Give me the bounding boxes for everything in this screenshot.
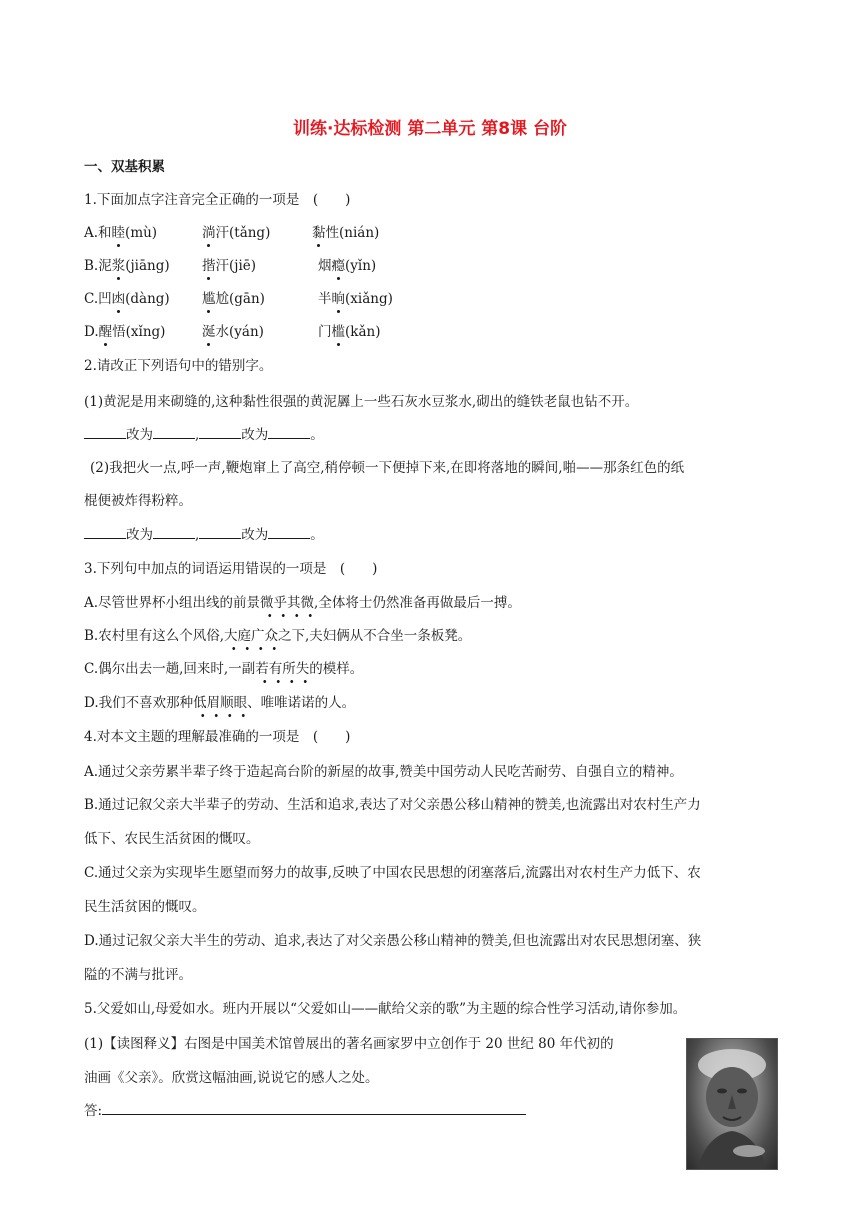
question-5-stem: 5.父爱如山,母爱如水。班内开展以“父爱如山——献给父亲的歌”为主题的综合性学习活动,请你参加。 xyxy=(84,1001,687,1017)
answer-blank[interactable] xyxy=(153,526,195,539)
question-4-option-b-line-1: B.通过记叙父亲大半辈子的劳动、生活和追求,表达了对父亲愚公移山精神的赞美,也流露出对农村生产力 xyxy=(84,797,701,813)
question-4-stem: 4.对本文主题的理解最准确的一项是 ( ) xyxy=(84,729,351,745)
answer-line[interactable] xyxy=(102,1102,526,1115)
question-4-option-a: A.通过父亲劳累半辈子终于造起高台阶的新屋的故事,赞美中国劳动人民吃苦耐劳、自强自立的精神。 xyxy=(84,764,683,780)
question-1-stem: 1.下面加点字注音完全正确的一项是 ( ) xyxy=(84,192,351,208)
worksheet-page: 训练·达标检测 第二单元 第8课 台阶 一、双基积累 1.下面加点字注音完全正确的一项是 ( ) A.和睦(mù) 淌汗(tǎng) 黏性(nián) B.泥浆(jiāng) 揩汗(jiē) 烟瘾(yǐn) C.凹凼(dàng) 尴尬(gān) 半晌(xiǎng) D.醒悟(xǐng) 涎水(yán) 门槛(kǎn) 2.请改正下列语句中的错别字。 (1)黄泥是用来砌缝的,这种黏性很强的黄泥羼上一些石灰水豆浆水,砌出的缝铁老鼠也钻不开。 改为 , 改为 。 (2)我把火一点,呼一声,鞭炮窜上了高空,稍停顿一下便掉下来,在即将落地的瞬间,啪——那条红色的纸 棍便被炸得粉粹。 改为 , 改为 。 3.下列句中加点的词语运用错误的一项是 ( ) A.尽管世界杯小组出线的前景微乎其微,全体将士仍然准备再做最后一搏。 B.农村里有这么个风俗,大庭广众之下,夫妇俩从不合坐一条板凳。 C.偶尔出去一趟,回来时,一副若有所失的模样。 D.我们不喜欢那种低眉顺眼、唯唯诺诺的人。 4.对本文主题的理解最准确的一项是 ( ) A.通过父亲劳累半辈子终于造起高台阶的新屋的故事,赞美中国劳动人民吃苦耐劳、自强自立的精神。 B.通过记叙父亲大半辈子的劳动、生活和追求,表达了对父亲愚公移山精神的赞美,也流露出对农村生产力 低下、农民生活贫困的慨叹。 C.通过父亲为实现毕生愿望而努力的故事,反映了中国农民思想的闭塞落后,流露出对农村生产力低下、农 民生活贫困的慨叹。 D.通过记叙父亲大半生的劳动、追求,表达了对父亲愚公移山精神的赞美,但也流露出对农民思想闭塞、狭 隘的不满与批评。 5.父爱如山,母爱如水。班内开展以“父爱如山——献给父亲的歌”为主题的综合性学习活动,请你参加。 (1)【读图释义】右图是中国美术馆曾展出的著名画家罗中立创作于 20 世纪 80 年代初的 油画《父亲》。欣赏这幅油画,说说它的感人之处。 答: xyxy=(0,0,860,1216)
question-2-sentence-2b: 棍便被炸得粉粹。 xyxy=(84,493,192,509)
father-painting-image xyxy=(686,1038,778,1170)
question-4-option-d-line-2: 隘的不满与批评。 xyxy=(84,967,192,983)
answer-blank[interactable] xyxy=(153,426,195,439)
question-3-option-c: C.偶尔出去一趟,回来时,一副若有所失的模样。 xyxy=(84,661,364,677)
question-3-option-b: B.农村里有这么个风俗,大庭广众之下,夫妇俩从不合坐一条板凳。 xyxy=(84,628,472,644)
question-2-sentence-2a: (2)我把火一点,呼一声,鞭炮窜上了高空,稍停顿一下便掉下来,在即将落地的瞬间,啪——那条红色的纸 xyxy=(90,460,685,476)
question-4-option-c-line-2: 民生活贫困的慨叹。 xyxy=(84,899,206,915)
question-4-option-b-line-2: 低下、农民生活贫困的慨叹。 xyxy=(84,831,260,847)
section-heading: 一、双基积累 xyxy=(84,159,165,175)
question-5-part-1-line-1: (1)【读图释义】右图是中国美术馆曾展出的著名画家罗中立创作于 20 世纪 80 年代初的 xyxy=(84,1036,614,1052)
answer-blank[interactable] xyxy=(268,426,310,439)
question-3-option-d: D.我们不喜欢那种低眉顺眼、唯唯诺诺的人。 xyxy=(84,695,356,711)
question-3-stem: 3.下列句中加点的词语运用错误的一项是 ( ) xyxy=(84,561,378,577)
dotted-phrase: 低眉顺眼 xyxy=(193,695,248,711)
answer-blank[interactable] xyxy=(84,426,126,439)
question-2-answer-row-1: 改为 , 改为 。 xyxy=(84,426,324,444)
answer-blank[interactable] xyxy=(199,426,241,439)
answer-blank[interactable] xyxy=(84,526,126,539)
question-3-option-a: A.尽管世界杯小组出线的前景微乎其微,全体将士仍然准备再做最后一搏。 xyxy=(84,595,521,611)
portrait-illustration xyxy=(687,1039,777,1169)
answer-blank[interactable] xyxy=(199,526,241,539)
dotted-phrase: 若有所失 xyxy=(255,661,310,677)
question-4-option-c-line-1: C.通过父亲为实现毕生愿望而努力的故事,反映了中国农民思想的闭塞落后,流露出对农村生产力低下、农 xyxy=(84,865,701,881)
question-5-answer: 答: xyxy=(84,1102,526,1120)
question-2-answer-row-2: 改为 , 改为 。 xyxy=(84,526,324,544)
answer-blank[interactable] xyxy=(268,526,310,539)
question-4-option-d-line-1: D.通过记叙父亲大半生的劳动、追求,表达了对父亲愚公移山精神的赞美,但也流露出对农民思想闭塞、狭 xyxy=(84,933,702,949)
dotted-phrase: 大庭广众 xyxy=(224,628,279,644)
dotted-phrase: 微乎其微 xyxy=(260,595,315,611)
question-2-stem: 2.请改正下列语句中的错别字。 xyxy=(84,358,273,374)
question-5-part-1-line-2: 油画《父亲》。欣赏这幅油画,说说它的感人之处。 xyxy=(84,1070,379,1086)
page-title: 训练·达标检测 第二单元 第8课 台阶 xyxy=(292,119,568,139)
question-2-sentence-1: (1)黄泥是用来砌缝的,这种黏性很强的黄泥羼上一些石灰水豆浆水,砌出的缝铁老鼠也钻不开。 xyxy=(84,394,639,410)
